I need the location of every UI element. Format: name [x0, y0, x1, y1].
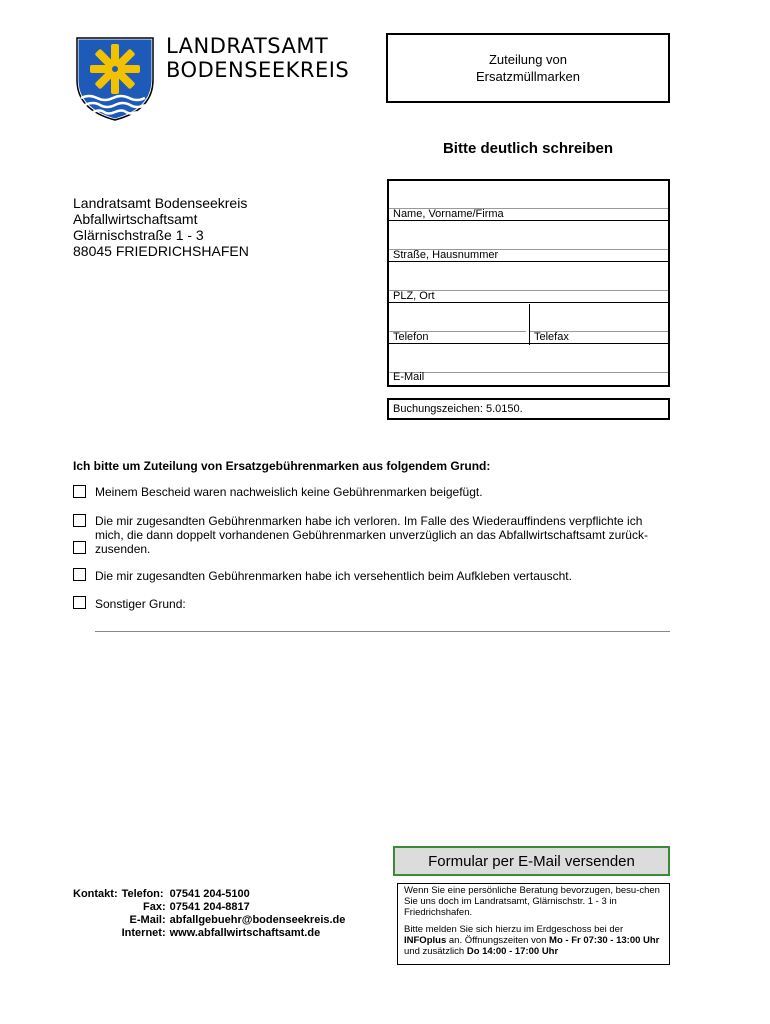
- other-reason-line[interactable]: [95, 631, 670, 632]
- address-line-2: Abfallwirtschaftsamt: [73, 211, 198, 227]
- email-label: E-Mail: [393, 371, 425, 383]
- info-paragraph-2: [404, 924, 663, 957]
- contact-block: [73, 888, 349, 940]
- street-input[interactable]: [389, 222, 668, 250]
- email-field-row: [389, 345, 668, 385]
- email-input[interactable]: [389, 345, 668, 373]
- phone-number: 07541 204-5100: [169, 888, 250, 900]
- reason-2-checkbox[interactable]: [73, 514, 86, 527]
- reason-heading: Ich bitte um Zuteilung von Ersatzgebührenmarken aus folgendem Grund:: [73, 459, 491, 473]
- phone-fax-divider: [529, 304, 530, 345]
- city-input[interactable]: [389, 263, 668, 291]
- reason-1-text: Meinem Bescheid waren nachweislich keine Gebührenmarken beigefügt.: [95, 485, 483, 499]
- street-field-row: [389, 222, 668, 262]
- phone-label: Telefon:: [121, 888, 164, 900]
- phone-label: Telefon: [393, 331, 429, 343]
- consultation-info-box: [397, 883, 670, 965]
- phone-input[interactable]: [389, 304, 526, 332]
- street-label: Straße, Hausnummer: [393, 249, 499, 261]
- instruction-heading: Bitte deutlich schreiben: [442, 140, 614, 157]
- reason-2b-checkbox[interactable]: [73, 541, 86, 554]
- booking-reference: Buchungszeichen: 5.0150.: [387, 398, 670, 420]
- reason-1-checkbox[interactable]: [73, 485, 86, 498]
- reason-3-text: Die mir zugesandten Gebührenmarken habe ich versehentlich beim Aufkleben vertauscht.: [95, 569, 572, 583]
- org-line-2: BODENSEEKREIS: [166, 58, 350, 82]
- personal-data-form: [387, 179, 670, 387]
- recipient-address: [73, 195, 249, 259]
- form-title-box: [386, 33, 670, 103]
- address-line-3: Glärnischstraße 1 - 3: [73, 227, 204, 243]
- reason-3-checkbox[interactable]: [73, 568, 86, 581]
- city-label: PLZ, Ort: [393, 290, 435, 302]
- info-text-c: an. Öffnungszeiten von: [446, 935, 550, 946]
- info-text-a: Bitte melden Sie sich hierzu im Erdgeschoss bei der: [404, 924, 624, 935]
- info-text-e: und zusätzlich: [404, 946, 467, 957]
- info-hours-weekday: Mo - Fr 07:30 - 13:00 Uhr: [549, 935, 660, 946]
- fax-input[interactable]: [530, 304, 668, 332]
- form-title-line-2: Ersatzmüllmarken: [475, 69, 581, 84]
- name-input[interactable]: [389, 181, 668, 209]
- address-line-4: 88045 FRIEDRICHSHAFEN: [73, 243, 249, 259]
- address-line-1: Landratsamt Bodenseekreis: [73, 195, 248, 211]
- reason-4-checkbox[interactable]: [73, 596, 86, 609]
- name-field-row: [389, 181, 668, 221]
- website-link[interactable]: www.abfallwirtschaftsamt.de: [169, 927, 321, 939]
- info-hours-thursday: Do 14:00 - 17:00 Uhr: [466, 946, 559, 957]
- coat-of-arms-logo: [75, 36, 155, 122]
- form-title-line-1: Zuteilung von: [488, 52, 568, 67]
- contact-label: Kontakt:: [73, 888, 118, 900]
- email-label: E-Mail:: [129, 914, 166, 926]
- info-text-b: INFOplus: [404, 935, 447, 946]
- fax-label: Telefax: [534, 331, 569, 343]
- fax-number: 07541 204-8817: [169, 901, 250, 913]
- reason-2-text: Die mir zugesandten Gebührenmarken habe ich verloren. Im Falle des Wiederauffindens verpflichte ich mich, die dann doppelt vorhandenen Gebührenmarken unverzüglich an das Abfallwirtschaftsamt zurück-zusenden.: [95, 514, 648, 556]
- reason-4-text: Sonstiger Grund:: [95, 597, 186, 611]
- org-line-1: LANDRATSAMT: [166, 34, 329, 58]
- info-paragraph-1: Wenn Sie eine persönliche Beratung bevorzugen, besu-chen Sie uns doch im Landratsamt, Glärnischstr. 1 - 3 in Friedrichshafen.: [404, 885, 660, 918]
- email-address[interactable]: abfallgebuehr@bodenseekreis.de: [169, 914, 346, 926]
- send-email-button[interactable]: Formular per E-Mail versenden: [393, 846, 670, 876]
- name-label: Name, Vorname/Firma: [393, 208, 504, 220]
- organization-name: [166, 34, 349, 82]
- city-field-row: [389, 263, 668, 303]
- internet-label: Internet:: [121, 927, 166, 939]
- fax-label: Fax:: [142, 901, 166, 913]
